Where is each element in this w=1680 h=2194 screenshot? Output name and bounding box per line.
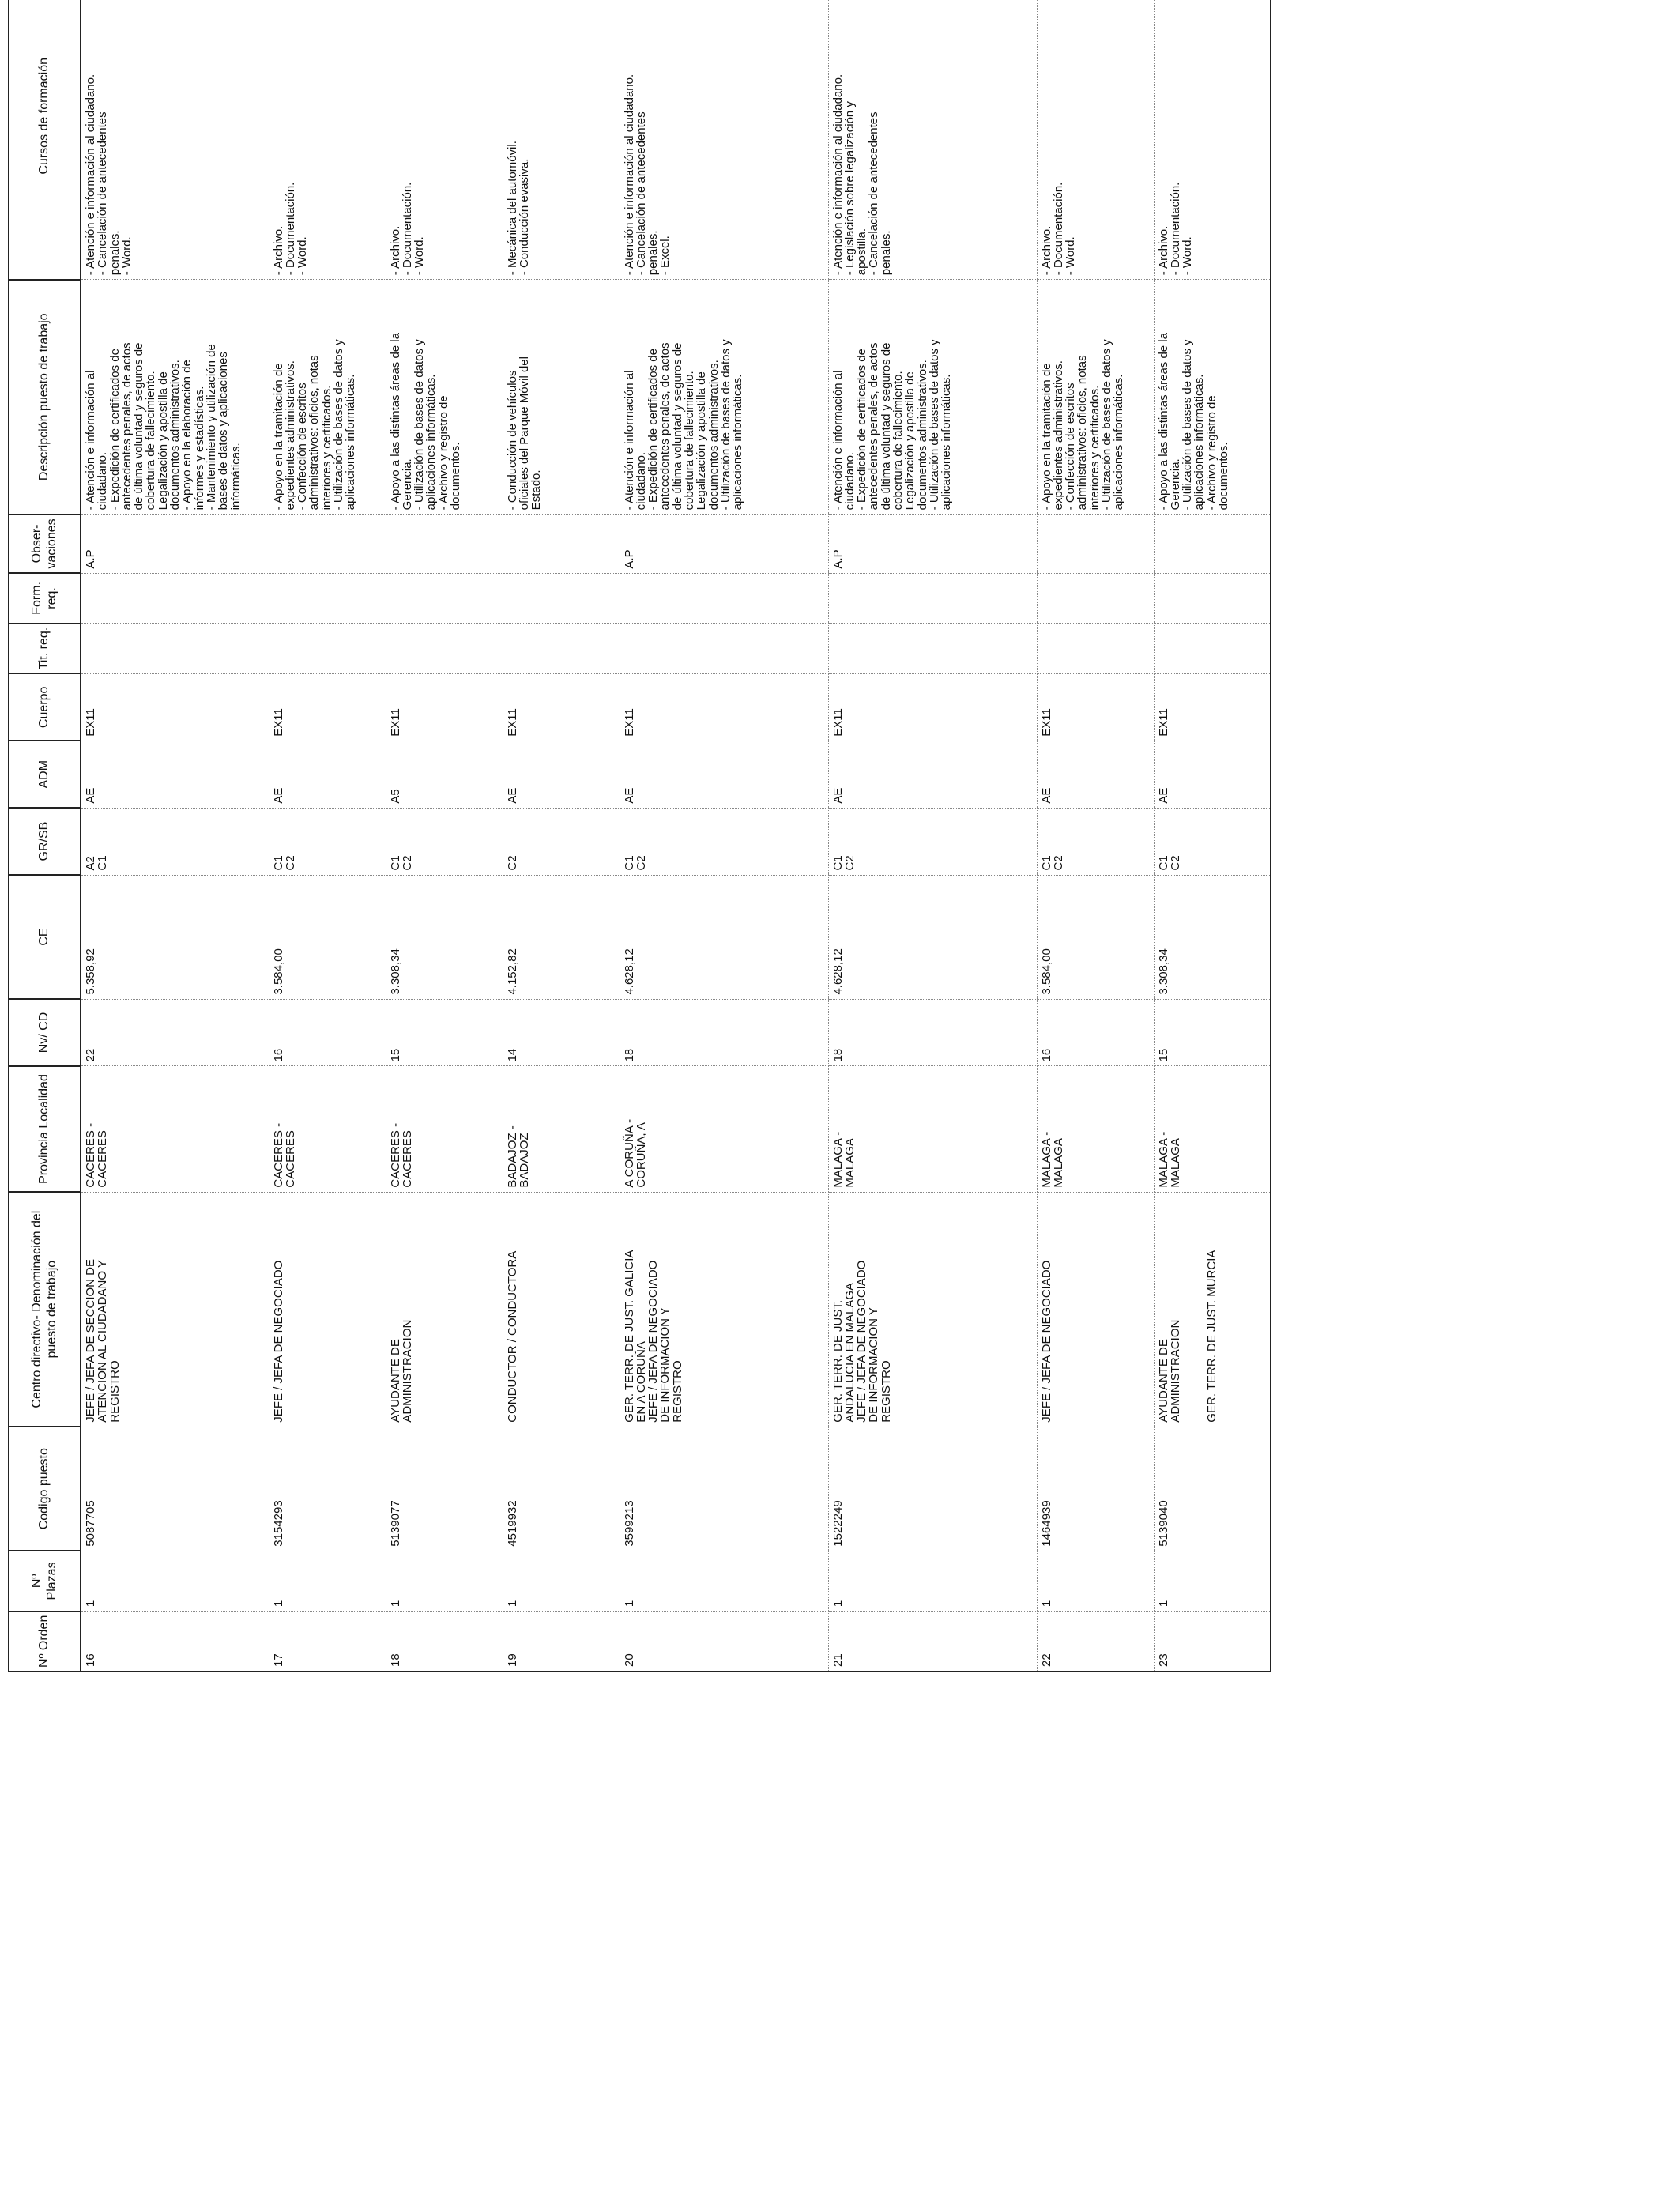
- cell-descripcion: - Apoyo en la tramitación de expedientes administrativos. - Confección de escritos administrativos: oficios, notas interiores y certificados. - Utilización de bases de datos y aplicaciones informáticas.: [269, 280, 386, 515]
- cell-observaciones: [1037, 515, 1154, 573]
- table-row: [620, 0, 828, 1672]
- cell-adm: AE: [620, 741, 828, 808]
- cell-cuerpo: EX11: [503, 673, 620, 741]
- col-descripcion-header: Descripción puesto de trabajo: [9, 280, 81, 515]
- cell-descripcion: - Apoyo a las distintas áreas de la Gerencia. - Utilización de bases de datos y aplicaciones informáticas. - Archivo y registro de documentos.: [386, 280, 503, 515]
- cell-orden: 18: [386, 1612, 503, 1672]
- cell-provincia: CACERES - CACERES: [269, 1066, 386, 1192]
- cell-formacion: [386, 573, 503, 624]
- cell-ce: 3.584,00: [1037, 875, 1154, 999]
- cell-nivel: 16: [269, 999, 386, 1066]
- cell-codigo: 1522249: [828, 1427, 1037, 1551]
- cell-ce: 3.308,34: [386, 875, 503, 999]
- cell-cursos: - Archivo. - Documentación. - Word.: [269, 0, 386, 280]
- cell-codigo: 4519932: [503, 1427, 620, 1551]
- cell-observaciones: [1154, 515, 1271, 573]
- cell-plazas: 1: [81, 1551, 269, 1611]
- cell-codigo: 3599213: [620, 1427, 828, 1551]
- cell-adm: AE: [81, 741, 269, 808]
- cell-grupo: C1 C2: [386, 808, 503, 875]
- cell-formacion: [81, 573, 269, 624]
- table-row: [1154, 0, 1271, 1672]
- cell-titulacion: [81, 624, 269, 674]
- cell-centro: GER. TERR. DE JUST. GALICIA EN A CORUÑA JEFE / JEFA DE NEGOCIADO DE INFORMACION Y REGISTRO: [620, 1192, 828, 1427]
- cell-orden: 23: [1154, 1612, 1271, 1672]
- col-nivel-header: Nv/ CD: [9, 999, 81, 1066]
- cell-plazas: 1: [269, 1551, 386, 1611]
- table-row: [269, 0, 386, 1672]
- cell-centro: JEFE / JEFA DE NEGOCIADO: [269, 1192, 386, 1427]
- cell-cursos: - Archivo. - Documentación. - Word.: [386, 0, 503, 280]
- vacancy-table: [8, 0, 1271, 1672]
- cell-nivel: 14: [503, 999, 620, 1066]
- cell-observaciones: A.P: [620, 515, 828, 573]
- col-titulacion-header: Tit. req.: [9, 624, 81, 674]
- cell-orden: 17: [269, 1612, 386, 1672]
- cell-adm: AE: [1037, 741, 1154, 808]
- cell-formacion: [1154, 573, 1271, 624]
- table-body: [81, 0, 1271, 1672]
- cell-titulacion: [269, 624, 386, 674]
- cell-formacion: [828, 573, 1037, 624]
- cell-observaciones: [503, 515, 620, 573]
- cell-observaciones: A.P: [828, 515, 1037, 573]
- cell-grupo: C1 C2: [1037, 808, 1154, 875]
- cell-observaciones: A.P: [81, 515, 269, 573]
- cell-titulacion: [620, 624, 828, 674]
- cell-formacion: [503, 573, 620, 624]
- col-codigo-header: Codigo puesto: [9, 1427, 81, 1551]
- cell-grupo: C1 C2: [1154, 808, 1271, 875]
- cell-adm: AE: [1154, 741, 1271, 808]
- cell-orden: 19: [503, 1612, 620, 1672]
- table-row: [386, 0, 503, 1672]
- col-adm-header: ADM: [9, 741, 81, 808]
- cell-cursos: - Archivo. - Documentación. - Word.: [1154, 0, 1271, 280]
- cell-cursos: - Archivo. - Documentación. - Word.: [1037, 0, 1154, 280]
- cell-centro: AYUDANTE DE ADMINISTRACION GER. TERR. DE JUST. MURCIA: [1154, 1192, 1271, 1427]
- cell-ce: 4.152,82: [503, 875, 620, 999]
- cell-observaciones: [269, 515, 386, 573]
- cell-cursos: - Mecánica del automóvil. - Conducción evasiva.: [503, 0, 620, 280]
- cell-nivel: 15: [386, 999, 503, 1066]
- cell-descripcion: - Atención e información al ciudadano. - Expedición de certificados de antecedentes penales, de actos de última voluntad y seguros de cobertura de fallecimiento. Legalización y apostilla de documentos administrativos. - Utilización de bases de datos y aplicaciones informáticas.: [828, 280, 1037, 515]
- cell-ce: 4.628,12: [828, 875, 1037, 999]
- cell-centro: AYUDANTE DE ADMINISTRACION: [386, 1192, 503, 1427]
- cell-ce: 3.308,34: [1154, 875, 1271, 999]
- col-grupo-header: GR/SB: [9, 808, 81, 875]
- cell-provincia: CACERES - CACERES: [81, 1066, 269, 1192]
- cell-formacion: [620, 573, 828, 624]
- cell-adm: AE: [269, 741, 386, 808]
- cell-cuerpo: EX11: [828, 673, 1037, 741]
- cell-grupo: C2: [503, 808, 620, 875]
- cell-cuerpo: EX11: [386, 673, 503, 741]
- cell-provincia: MALAGA - MALAGA: [828, 1066, 1037, 1192]
- cell-titulacion: [503, 624, 620, 674]
- cell-plazas: 1: [386, 1551, 503, 1611]
- cell-codigo: 5139040: [1154, 1427, 1271, 1551]
- cell-titulacion: [1154, 624, 1271, 674]
- cell-cursos: - Atención e información al ciudadano. - Cancelación de antecedentes penales. - Excel.: [620, 0, 828, 280]
- cell-orden: 20: [620, 1612, 828, 1672]
- cell-nivel: 16: [1037, 999, 1154, 1066]
- cell-plazas: 1: [503, 1551, 620, 1611]
- cell-descripcion: - Apoyo en la tramitación de expedientes administrativos. - Confección de escritos administrativos: oficios, notas interiores y certificados. - Utilización de bases de datos y aplicaciones informáticas.: [1037, 280, 1154, 515]
- cell-ce: 5.358,92: [81, 875, 269, 999]
- cell-observaciones: [386, 515, 503, 573]
- cell-cuerpo: EX11: [1037, 673, 1154, 741]
- cell-centro: GER. TERR. DE JUST. ANDALUCIA EN MALAGA JEFE / JEFA DE NEGOCIADO DE INFORMACION Y REGISTRO: [828, 1192, 1037, 1427]
- table-row: [81, 0, 269, 1672]
- cell-nivel: 15: [1154, 999, 1271, 1066]
- cell-plazas: 1: [1154, 1551, 1271, 1611]
- cell-plazas: 1: [620, 1551, 828, 1611]
- cell-formacion: [269, 573, 386, 624]
- cell-plazas: 1: [828, 1551, 1037, 1611]
- cell-cursos: - Atención e información al ciudadano. - Cancelación de antecedentes penales. - Word.: [81, 0, 269, 280]
- cell-codigo: 5139077: [386, 1427, 503, 1551]
- col-plazas-header: Nº Plazas: [9, 1551, 81, 1611]
- table-row: [503, 0, 620, 1672]
- cell-centro: CONDUCTOR / CONDUCTORA: [503, 1192, 620, 1427]
- cell-provincia: MALAGA - MALAGA: [1154, 1066, 1271, 1192]
- cell-codigo: 1464939: [1037, 1427, 1154, 1551]
- col-cuerpo-header: Cuerpo: [9, 673, 81, 741]
- cell-grupo: C1 C2: [620, 808, 828, 875]
- col-orden-header: Nº Orden: [9, 1612, 81, 1672]
- cell-formacion: [1037, 573, 1154, 624]
- col-formacion-header: Form. req.: [9, 573, 81, 624]
- cell-descripcion: - Conducción de vehículos oficiales del Parque Móvil del Estado.: [503, 280, 620, 515]
- cell-grupo: C1 C2: [828, 808, 1037, 875]
- cell-descripcion: - Atención e información al ciudadano. - Expedición de certificados de antecedentes penales, de actos de última voluntad y seguros de cobertura de fallecimiento. Legalización y apostilla de documentos administrativos. - Utilización de bases de datos y aplicaciones informáticas.: [620, 280, 828, 515]
- cell-titulacion: [386, 624, 503, 674]
- cell-codigo: 5087705: [81, 1427, 269, 1551]
- cell-provincia: A CORUÑA - CORUÑA, A: [620, 1066, 828, 1192]
- cell-plazas: 1: [1037, 1551, 1154, 1611]
- cell-adm: AE: [828, 741, 1037, 808]
- cell-descripcion: - Atención e información al ciudadano. - Expedición de certificados de antecedentes penales, de actos de última voluntad y seguros de cobertura de fallecimiento. Legalización y apostilla de documentos administrativos. - Apoyo en la elaboración de informes y estadísticas. - Mantenimiento y utilización de bases de datos y aplicaciones informáticas.: [81, 280, 269, 515]
- cell-provincia: CACERES - CACERES: [386, 1066, 503, 1192]
- cell-orden: 21: [828, 1612, 1037, 1672]
- cell-cuerpo: EX11: [620, 673, 828, 741]
- cell-titulacion: [828, 624, 1037, 674]
- cell-provincia: MALAGA - MALAGA: [1037, 1066, 1154, 1192]
- cell-nivel: 22: [81, 999, 269, 1066]
- cell-adm: A5: [386, 741, 503, 808]
- cell-titulacion: [1037, 624, 1154, 674]
- col-ce-header: CE: [9, 875, 81, 999]
- cell-cuerpo: EX11: [269, 673, 386, 741]
- cell-adm: AE: [503, 741, 620, 808]
- cell-cursos: - Atención e información al ciudadano. - Legislación sobre legalización y apostilla. - Cancelación de antecedentes penales.: [828, 0, 1037, 280]
- cell-nivel: 18: [828, 999, 1037, 1066]
- col-centro-header: Centro directivo- Denominación del puesto de trabajo: [9, 1192, 81, 1427]
- table-row: [828, 0, 1037, 1672]
- cell-centro: JEFE / JEFA DE NEGOCIADO: [1037, 1192, 1154, 1427]
- col-cursos-header: Cursos de formación: [9, 0, 81, 280]
- cell-grupo: C1 C2: [269, 808, 386, 875]
- cell-orden: 16: [81, 1612, 269, 1672]
- cell-centro: JEFE / JEFA DE SECCION DE ATENCION AL CIUDADANO Y REGISTRO: [81, 1192, 269, 1427]
- table-row: [1037, 0, 1154, 1672]
- header-row: [9, 0, 81, 1672]
- cell-cuerpo: EX11: [1154, 673, 1271, 741]
- cell-provincia: BADAJOZ - BADAJOZ: [503, 1066, 620, 1192]
- col-observaciones-header: Obser- vaciones: [9, 515, 81, 573]
- cell-ce: 3.584,00: [269, 875, 386, 999]
- cell-cuerpo: EX11: [81, 673, 269, 741]
- cell-ce: 4.628,12: [620, 875, 828, 999]
- cell-nivel: 18: [620, 999, 828, 1066]
- cell-descripcion: - Apoyo a las distintas áreas de la Gerencia. - Utilización de bases de datos y aplicaciones informáticas. - Archivo y registro de documentos.: [1154, 280, 1271, 515]
- col-provincia-header: Provincia Localidad: [9, 1066, 81, 1192]
- cell-grupo: A2 C1: [81, 808, 269, 875]
- cell-orden: 22: [1037, 1612, 1154, 1672]
- cell-codigo: 3154293: [269, 1427, 386, 1551]
